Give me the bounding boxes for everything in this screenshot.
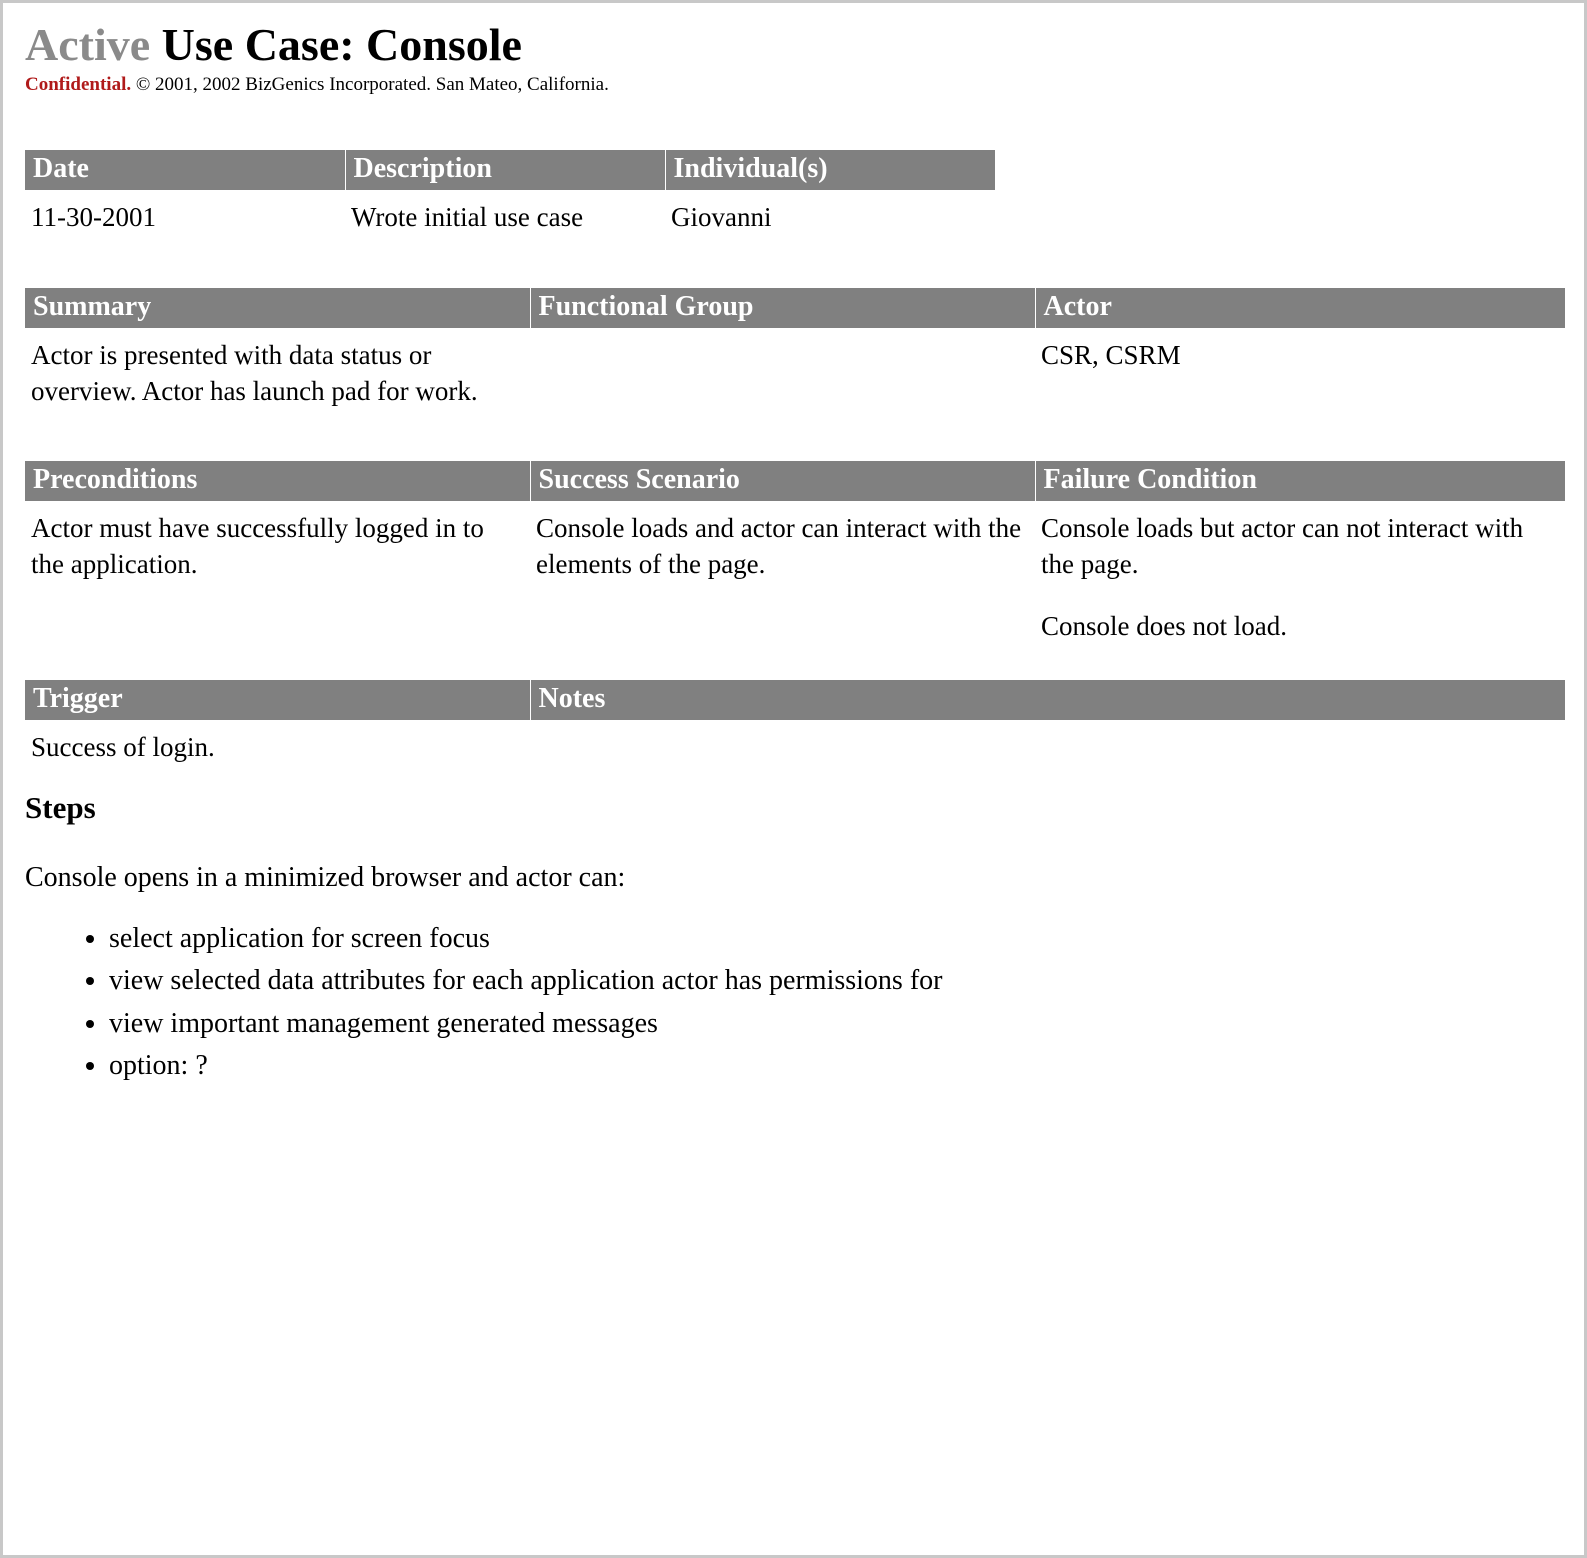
column-header-success-scenario: Success Scenario xyxy=(530,461,1035,501)
trigger-header-row xyxy=(25,680,1566,720)
cell-notes xyxy=(530,720,1566,772)
steps-intro: Console opens in a minimized browser and actor can: xyxy=(25,862,626,894)
column-header-description: Description xyxy=(345,150,665,190)
cell-failure-condition xyxy=(1035,501,1566,650)
column-header-filler xyxy=(995,150,1566,190)
cell-actor: CSR, CSRM xyxy=(1041,339,1181,370)
list-item: • view important management generated messages xyxy=(109,1004,1566,1045)
failure-condition-line-2: Console does not load. xyxy=(1041,610,1287,641)
conditions-table xyxy=(25,461,1566,650)
table-row xyxy=(25,720,1566,772)
revision-history-table xyxy=(25,150,1566,242)
column-header-date: Date xyxy=(25,150,345,190)
page-title-text: Use Case: Console xyxy=(161,19,522,70)
section-spacer xyxy=(25,650,1566,680)
copyright-text: © 2001, 2002 BizGenics Incorporated. San Mateo, California. xyxy=(135,74,609,96)
trigger-table xyxy=(25,680,1566,772)
overview-header-row xyxy=(25,288,1566,328)
cell-trigger: Success of login. xyxy=(31,732,215,763)
table-row xyxy=(25,328,1566,415)
copyright-line xyxy=(25,73,1566,98)
failure-condition-line-1: Console loads but actor can not interact with the page. xyxy=(1041,513,1524,580)
cell-date: 11-30-2001 xyxy=(31,202,156,233)
column-header-failure-condition: Failure Condition xyxy=(1035,461,1566,501)
column-header-actor: Actor xyxy=(1035,288,1566,328)
column-header-functional-group: Functional Group xyxy=(530,288,1035,328)
cell-summary: Actor is presented with data status or overview. Actor has launch pad for work. xyxy=(31,339,478,406)
cell-filler xyxy=(995,190,1566,242)
cell-description: Wrote initial use case xyxy=(351,202,584,233)
list-item: • option: ? xyxy=(109,1046,1566,1087)
cell-individuals: Giovanni xyxy=(671,202,772,233)
section-spacer xyxy=(25,242,1566,288)
column-header-individuals: Individual(s) xyxy=(665,150,995,190)
conditions-header-row xyxy=(25,461,1566,501)
confidential-label: Confidential. xyxy=(25,74,132,96)
page-title xyxy=(25,21,1566,69)
table-row xyxy=(25,501,1566,650)
cell-functional-group xyxy=(530,328,1035,415)
section-spacer xyxy=(25,415,1566,461)
cell-success-scenario: Console loads and actor can interact with the elements of the page. xyxy=(536,513,1022,580)
page-title-status: Active xyxy=(25,19,151,70)
list-item: • view selected data attributes for each application actor has permissions for xyxy=(109,961,1566,1002)
column-header-trigger: Trigger xyxy=(25,680,530,720)
overview-table xyxy=(25,288,1566,415)
revision-history-header-row xyxy=(25,150,1566,190)
column-header-preconditions: Preconditions xyxy=(25,461,530,501)
cell-preconditions: Actor must have successfully logged in to the application. xyxy=(31,513,484,580)
steps-heading: Steps xyxy=(25,790,96,826)
table-row xyxy=(25,190,1566,242)
column-header-notes: Notes xyxy=(530,680,1566,720)
column-header-summary: Summary xyxy=(25,288,530,328)
steps-list xyxy=(25,919,1566,1087)
list-item: • select application for screen focus xyxy=(109,919,1566,960)
